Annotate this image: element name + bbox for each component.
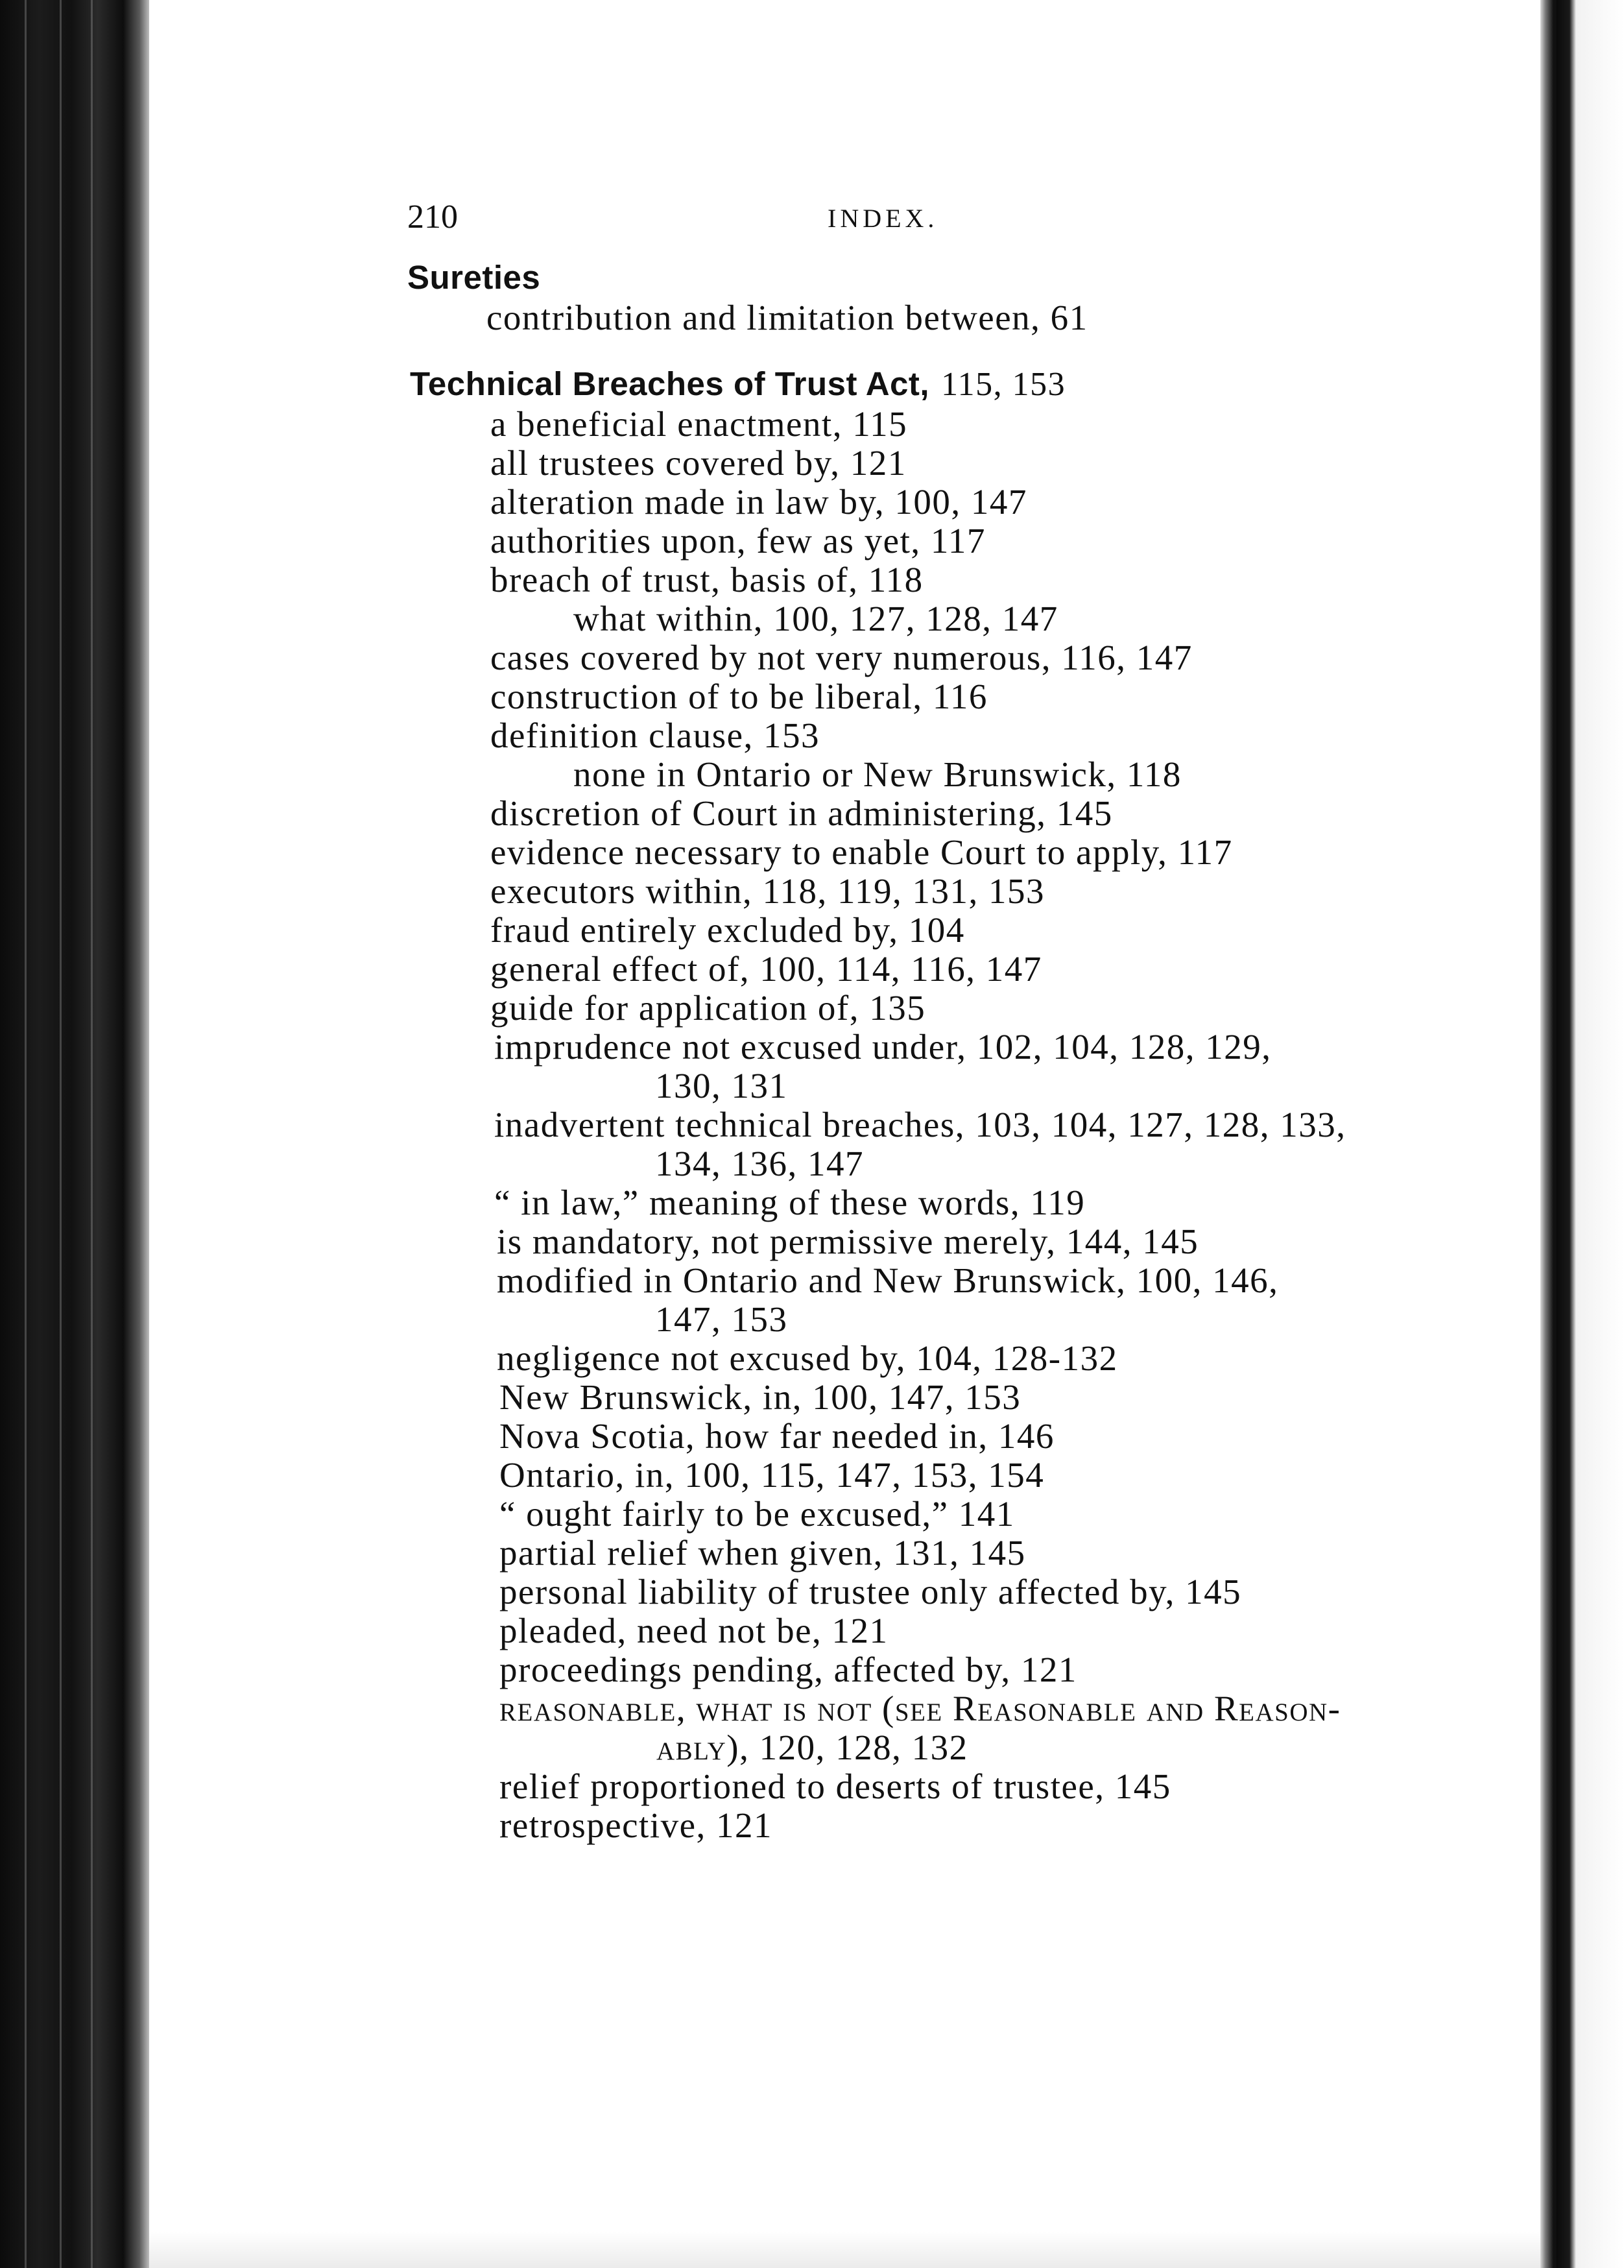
edge-stripe [91, 0, 93, 2268]
index-subentry: Nova Scotia, how far needed in, 146 [499, 1416, 1055, 1456]
page-bottom-shadow [149, 2232, 1540, 2268]
index-subsubentry: none in Ontario or New Brunswick, 118 [573, 754, 1182, 794]
index-heading-sureties: Sureties [407, 259, 541, 296]
next-page-sliver [1557, 0, 1624, 2268]
index-subentry: “ ought fairly to be excused,” 141 [499, 1494, 1015, 1534]
index-subentry: pleaded, need not be, 121 [499, 1611, 889, 1650]
index-subentry: imprudence not excused under, 102, 104, 128, 129, [494, 1027, 1272, 1067]
index-subentry: definition clause, 153 [490, 716, 820, 755]
index-subentry: general effect of, 100, 114, 116, 147 [490, 949, 1042, 989]
index-subentry: contribution and limitation between, 61 [486, 298, 1088, 337]
index-subentry: evidence necessary to enable Court to apply, 117 [490, 832, 1233, 872]
index-subentry: executors within, 118, 119, 131, 153 [490, 871, 1045, 911]
index-heading-technical-breaches [410, 365, 1066, 404]
running-head: INDEX. [828, 204, 938, 233]
index-subentry: breach of trust, basis of, 118 [490, 560, 924, 599]
index-continuation: 147, 153 [655, 1299, 788, 1339]
edge-stripe [60, 0, 62, 2268]
index-subentry: all trustees covered by, 121 [490, 443, 907, 483]
index-subentry: Ontario, in, 100, 115, 147, 153, 154 [499, 1455, 1045, 1495]
index-subentry: personal liability of trustee only affected by, 145 [499, 1572, 1242, 1611]
index-subentry: New Brunswick, in, 100, 147, 153 [499, 1377, 1021, 1417]
index-subentry: discretion of Court in administering, 145 [490, 793, 1113, 833]
index-subentry: inadvertent technical breaches, 103, 104, 127, 128, 133, [494, 1105, 1346, 1144]
index-subentry: authorities upon, few as yet, 117 [490, 521, 986, 561]
index-continuation: 130, 131 [655, 1066, 788, 1105]
index-subentry: proceedings pending, affected by, 121 [499, 1650, 1077, 1689]
book-edge-left [0, 0, 149, 2268]
index-subsubentry: what within, 100, 127, 128, 147 [573, 599, 1058, 638]
index-subentry: construction of to be liberal, 116 [490, 677, 988, 716]
heading-label: Technical Breaches of Trust Act, [410, 365, 930, 402]
index-subentry: retrospective, 121 [499, 1805, 773, 1845]
index-subentry: alteration made in law by, 100, 147 [490, 482, 1027, 522]
index-subentry: is mandatory, not permissive merely, 144, 145 [497, 1222, 1199, 1261]
index-subentry: a beneficial enactment, 115 [490, 404, 908, 444]
index-subentry: fraud entirely excluded by, 104 [490, 910, 965, 950]
index-subentry: reasonable, what is not (see Reasonable and Reason- [499, 1689, 1341, 1728]
index-continuation: ably), 120, 128, 132 [656, 1728, 968, 1767]
page-number: 210 [407, 199, 458, 235]
index-subentry: partial relief when given, 131, 145 [499, 1533, 1026, 1573]
index-subentry: negligence not excused by, 104, 128-132 [497, 1338, 1118, 1378]
index-subentry: relief proportioned to deserts of trustee, 145 [499, 1767, 1171, 1806]
edge-stripe [25, 0, 27, 2268]
heading-refs: 115, 153 [941, 366, 1066, 403]
index-continuation: 134, 136, 147 [655, 1144, 864, 1183]
index-subentry: guide for application of, 135 [490, 988, 926, 1028]
index-subentry: modified in Ontario and New Brunswick, 100, 146, [497, 1261, 1279, 1300]
index-subentry: “ in law,” meaning of these words, 119 [494, 1183, 1086, 1222]
index-subentry: cases covered by not very numerous, 116, 147 [490, 638, 1193, 677]
